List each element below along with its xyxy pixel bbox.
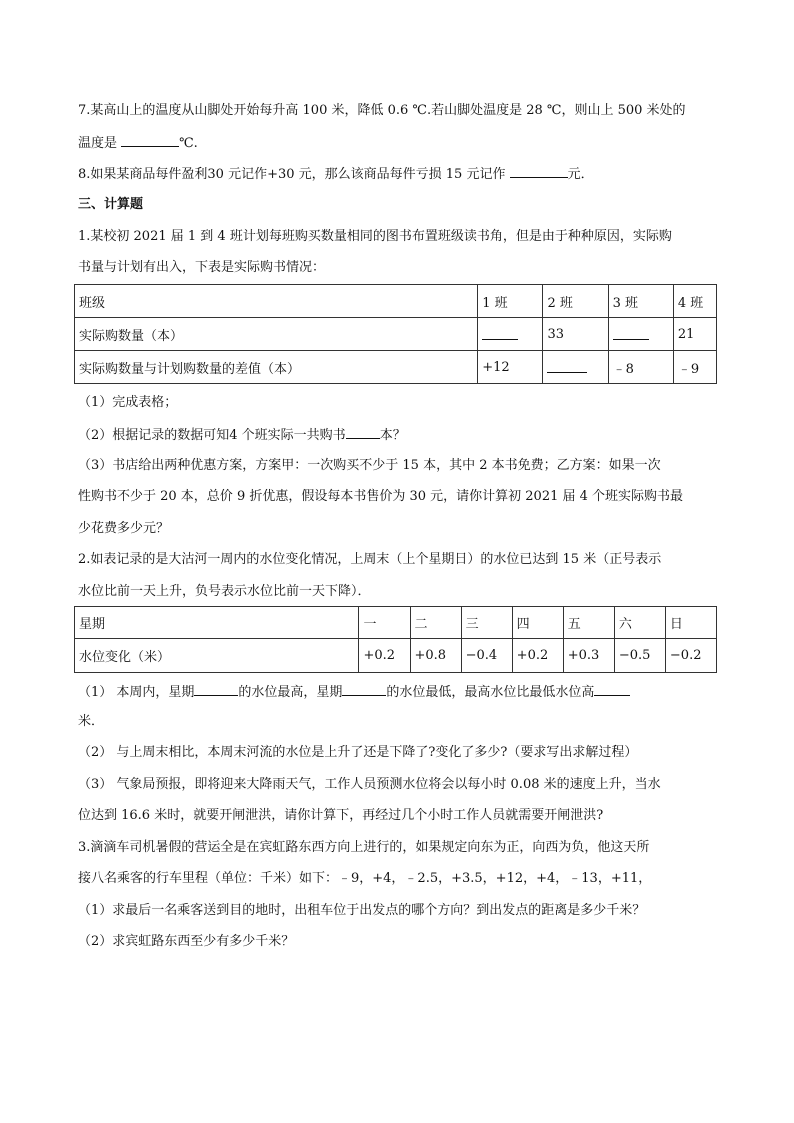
p2-sub1 — [78, 681, 630, 703]
class3-actual-blank[interactable] — [613, 325, 649, 340]
table-cell: 水位变化（米） — [75, 639, 359, 673]
table-cell: +0.8 — [410, 639, 461, 673]
q7-line1: 7.某高山上的温度从山脚处开始每升高 100 米，降低 0.6 ℃.若山脚处温度是 28 ℃，则山上 500 米处的 — [78, 103, 686, 118]
table-cell: 班级 — [75, 285, 478, 318]
p3-sub2: （2）求宾虹路东西至少有多少千米？ — [78, 934, 295, 949]
p1-sub2 — [78, 424, 406, 446]
table-row — [75, 318, 717, 351]
table-cell: +12 — [478, 351, 543, 384]
table-cell: ﹣9 — [673, 351, 716, 384]
table-cell: 三 — [461, 607, 512, 639]
p1-sub2-post: 本？ — [379, 428, 406, 443]
p1-sub3-line2: 性购书不少于 20 本，总价 9 折优惠，假设每本书售价为 30 元，请你计算初 2021 届 4 个班实际购书最 — [78, 489, 684, 504]
table-cell: −0.5 — [614, 639, 665, 673]
table-row — [75, 639, 717, 673]
book-purchase-table — [74, 284, 717, 384]
table-cell: 五 — [563, 607, 614, 639]
p1-sub3-line1: （3）书店给出两种优惠方案，方案甲：一次购买不少于 15 本，其中 2 本书免费；乙方案：如果一次 — [78, 458, 661, 473]
class2-diff-blank[interactable] — [547, 358, 587, 373]
table-cell — [478, 318, 543, 351]
table-cell: −0.2 — [665, 639, 716, 673]
q7-answer-blank[interactable] — [121, 132, 179, 147]
q8-pre: 8.如果某商品每件盈利30 元记作+30 元，那么该商品每件亏损 15 元记作 — [78, 167, 510, 182]
p2-sub3-line1: （3） 气象局预报，即将迎来大降雨天气，工作人员预测水位将会以每小时 0.08 米的速度上升，当水 — [78, 777, 661, 792]
p2-sub1-b: 的水位最高，星期 — [238, 685, 343, 700]
p2-sub1-cont: 米． — [78, 714, 105, 729]
p3-intro-line1: 3.滴滴车司机暑假的营运全是在宾虹路东西方向上进行的，如果规定向东为正，向西为负，他这天所 — [78, 840, 650, 855]
table-cell: 六 — [614, 607, 665, 639]
table-cell: 实际购数量与计划购数量的差值（本） — [75, 351, 478, 384]
highest-day-blank[interactable] — [194, 681, 238, 696]
section-title: 三、计算题 — [78, 197, 144, 212]
p2-sub1-c: 的水位最低，最高水位比最低水位高 — [386, 685, 595, 700]
table-cell: 星期 — [75, 607, 359, 639]
q7-line2 — [78, 132, 198, 154]
table-cell: 1 班 — [478, 285, 543, 318]
table-cell: 一 — [359, 607, 410, 639]
table-row — [75, 351, 717, 384]
p2-sub1-a: （1） 本周内，星期 — [78, 685, 195, 700]
table-cell: 33 — [543, 318, 608, 351]
p3-sub1: （1）求最后一名乘客送到目的地时，出租车位于出发点的哪个方向？到出发点的距离是多少千米？ — [78, 903, 646, 918]
table-cell: +0.2 — [359, 639, 410, 673]
table-cell: 四 — [512, 607, 563, 639]
table-cell: +0.2 — [512, 639, 563, 673]
table-header-row — [75, 285, 717, 318]
p1-intro-line2: 书量与计划有出入，下表是实际购书情况： — [78, 260, 326, 275]
p1-sub2-pre: （2）根据记录的数据可知4 个班实际一共购书 — [78, 428, 346, 443]
table-cell — [543, 351, 608, 384]
q8-post: 元． — [567, 167, 594, 182]
table-cell — [608, 318, 673, 351]
p2-sub2: （2） 与上周末相比，本周末河流的水位是上升了还是下降了?变化了多少?（要求写出求解过程） — [78, 745, 638, 760]
p1-sub3-line3: 少花费多少元？ — [78, 521, 170, 536]
table-cell: 实际购数量（本） — [75, 318, 478, 351]
q8-line — [78, 163, 594, 185]
water-level-table — [74, 606, 717, 673]
lowest-day-blank[interactable] — [342, 681, 386, 696]
table-cell: −0.4 — [461, 639, 512, 673]
q7-line2-pre: 温度是 — [78, 136, 122, 151]
table-cell: 4 班 — [673, 285, 716, 318]
p1-intro-line1: 1.某校初 2021 届 1 到 4 班计划每班购买数量相同的图书布置班级读书角，但是由于种种原因，实际购 — [78, 229, 672, 244]
table-cell: ﹣8 — [608, 351, 673, 384]
table-cell: 二 — [410, 607, 461, 639]
table-cell: 2 班 — [543, 285, 608, 318]
p2-intro-line1: 2.如表记录的是大沽河一周内的水位变化情况，上周末（上个星期日）的水位已达到 15 米（正号表示 — [78, 552, 662, 567]
p1-total-blank[interactable] — [346, 424, 380, 439]
p3-intro-line2: 接八名乘客的行车里程（单位：千米）如下：﹣9，+4，﹣2.5，+3.5，+12，+4，﹣13，+11， — [78, 871, 652, 886]
table-cell: +0.3 — [563, 639, 614, 673]
table-cell: 21 — [673, 318, 716, 351]
table-header-row — [75, 607, 717, 639]
q8-answer-blank[interactable] — [510, 163, 568, 178]
q7-line2-post: ℃. — [179, 136, 198, 151]
class1-actual-blank[interactable] — [482, 325, 518, 340]
p2-intro-line2: 水位比前一天上升，负号表示水位比前一天下降）． — [78, 584, 371, 599]
table-cell: 日 — [665, 607, 716, 639]
table-cell: 3 班 — [608, 285, 673, 318]
level-diff-blank[interactable] — [594, 681, 630, 696]
p1-sub1: （1）完成表格； — [78, 395, 178, 410]
p2-sub3-line2: 位达到 16.6 米时，就要开闸泄洪，请你计算下，再经过几个小时工作人员就需要开闸泄洪? — [78, 808, 604, 823]
